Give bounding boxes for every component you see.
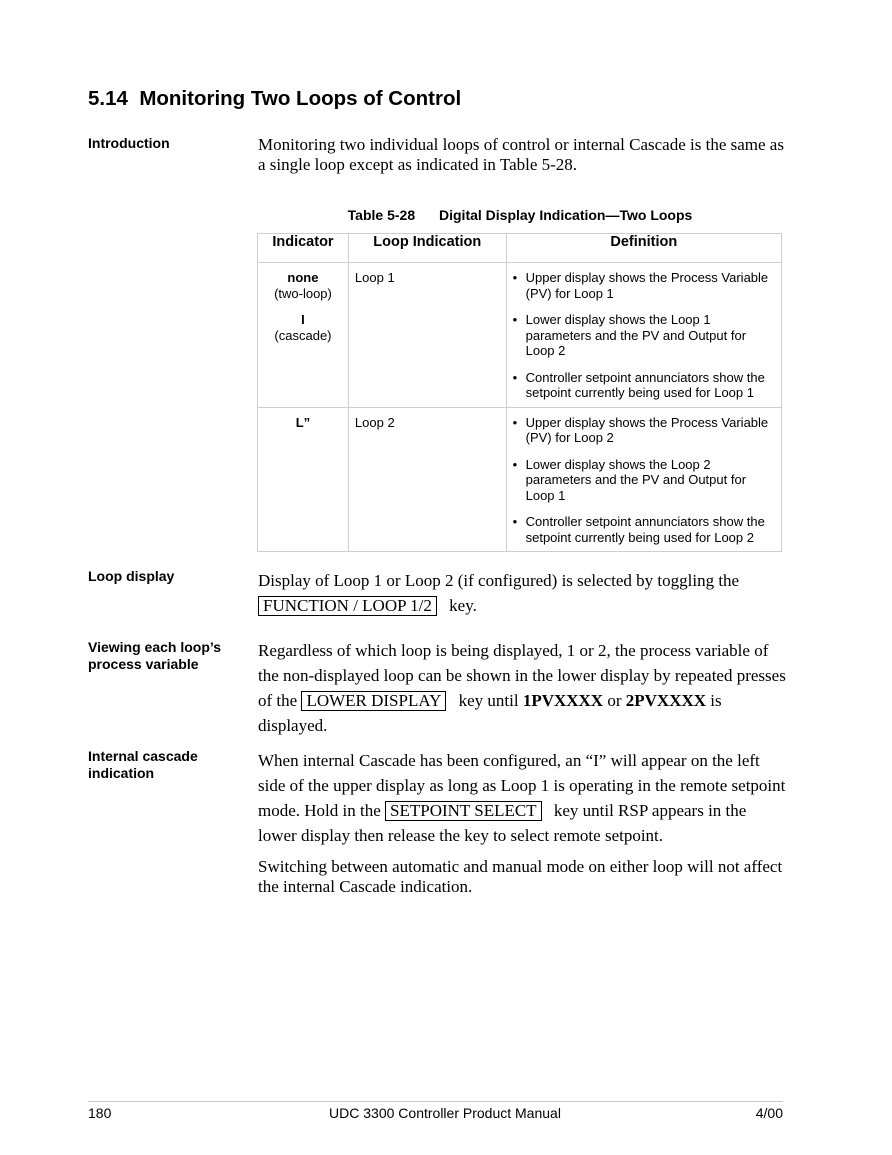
definition-item: • Lower display shows the Loop 1 parameters and the PV and Output for Loop 2 (513, 312, 775, 359)
cascade-label-line2: indication (88, 765, 155, 781)
indicator-code: none (287, 270, 319, 285)
definition-item: • Upper display shows the Process Variable (PV) for Loop 1 (513, 270, 775, 301)
indicator-desc: (two-loop) (274, 285, 332, 301)
cascade-label-line1: Internal cascade (88, 748, 198, 764)
indicator-cell (258, 263, 349, 408)
pv-code-1: 1PVXXXX (522, 691, 604, 710)
table-header-row (258, 234, 782, 263)
loop-display-label: Loop display (88, 568, 175, 584)
table-row (258, 407, 782, 552)
definition-item: • Controller setpoint annunciators show the setpoint currently being used for Loop 1 (513, 370, 775, 401)
definition-item: • Controller setpoint annunciators show the setpoint currently being used for Loop 2 (513, 514, 775, 545)
loop-display-text-after: key. (449, 596, 477, 615)
viewing-label (88, 639, 248, 673)
viewing-label-line1: Viewing each loop’s (88, 639, 222, 655)
cascade-text-before: When internal Cascade has been configured, an “I” will appear on the left side of the upper display as long as Loop 1 is operating in the remote setpoint mode. Hold in the (258, 751, 786, 820)
footer-manual-title: UDC 3300 Controller Product Manual (329, 1105, 561, 1121)
loop-display-text (258, 568, 788, 618)
definition-cell (506, 407, 781, 552)
cascade-text (258, 748, 788, 848)
table-row (258, 263, 782, 408)
introduction-label: Introduction (88, 135, 170, 151)
indicator-code: I (301, 312, 305, 327)
cascade-paragraph-2: Switching between automatic and manual mode on either loop will not affect the internal Cascade indication. (258, 857, 783, 896)
section-title-text: Monitoring Two Loops of Control (139, 87, 462, 110)
loop-indication-cell: Loop 2 (348, 407, 506, 552)
header-definition: Definition (506, 234, 781, 263)
section-title (88, 87, 461, 111)
header-indicator: Indicator (258, 234, 349, 263)
definition-item: • Upper display shows the Process Variable (PV) for Loop 2 (513, 415, 775, 446)
viewing-text-before: Regardless of which loop is being displayed, 1 or 2, the process variable of the non-displayed loop can be shown in the lower display by repeated presses of the (258, 641, 786, 710)
definition-cell (506, 263, 781, 408)
footer-page-number: 180 (88, 1105, 112, 1121)
definition-item: • Lower display shows the Loop 2 parameters and the PV and Output for Loop 1 (513, 457, 775, 504)
table-caption (258, 207, 782, 223)
indicator-desc: (cascade) (274, 327, 332, 343)
header-loop-indication: Loop Indication (348, 234, 506, 263)
section-number: 5.14 (88, 87, 128, 110)
indicator-code: L” (295, 414, 311, 430)
cascade-text-after: key until RSP appears in the lower display then release the key to select remote setpoint. (258, 801, 747, 845)
lower-display-key: LOWER DISPLAY (301, 691, 446, 711)
viewing-text-mid: key until (458, 691, 519, 710)
loop-indication-cell: Loop 1 (348, 263, 506, 408)
indicator-cell (258, 407, 349, 552)
footer-date: 4/00 (755, 1105, 783, 1121)
table-caption-number: Table 5-28 (347, 207, 416, 223)
table-caption-title: Digital Display Indication—Two Loops (439, 207, 693, 223)
cascade-label (88, 748, 248, 782)
function-loop-key: FUNCTION / LOOP 1/2 (258, 596, 437, 616)
loop-display-text-before: Display of Loop 1 or Loop 2 (if configured) is selected by toggling the (258, 571, 740, 590)
introduction-text: Monitoring two individual loops of control or internal Cascade is the same as a single loop except as indicated in Table 5-28. (258, 135, 784, 174)
viewing-text-or: or (607, 691, 622, 710)
viewing-label-line2: process variable (88, 656, 199, 672)
setpoint-select-key: SETPOINT SELECT (385, 801, 542, 821)
pv-code-2: 2PVXXXX (625, 691, 707, 710)
viewing-text-after: is displayed. (258, 691, 722, 735)
viewing-text (258, 638, 788, 738)
footer-divider (88, 1101, 783, 1102)
display-indication-table (257, 233, 782, 552)
